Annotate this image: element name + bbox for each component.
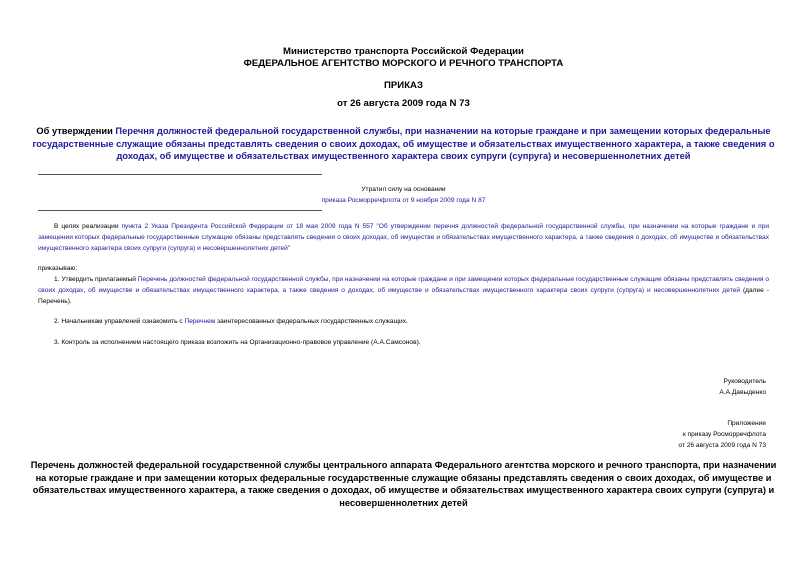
item-2-suffix: заинтересованных федеральных государственных служащих. [215,318,408,325]
signature-role: Руководитель [723,378,766,385]
title-link[interactable]: Перечня должностей федеральной государственной службы, при назначении на которые граждане и при замещении которых федеральные государственные служащие обязаны представлять сведения о своих доходах, об имуществе и обязательствах имущественного характера, а также сведения о доходах, об имуществе и обязательствах имущественного характера своих супруги (супруга) и несовершеннолетних детей [32,126,775,161]
divider-top [38,174,322,175]
order-word: приказываю: [38,265,78,272]
document-date-number: от 26 августа 2009 года N 73 [337,98,470,109]
item-2-paragraph [54,317,408,327]
document-type: ПРИКАЗ [384,80,423,91]
appendix-label: Приложение [727,420,766,427]
item-1-text: 1. Утвердить прилагаемый [54,276,138,283]
preamble-paragraph [38,222,769,254]
item-3-paragraph: 3. Контроль за исполнением настоящего приказа возложить на Организационно-правовое управление (А.А.Самсонов). [54,339,421,346]
item-1-suffix: (далее - Перечень). [38,286,769,305]
preamble-text: В целях реализации [54,223,122,230]
document-title [30,125,777,163]
item-1-link[interactable]: Перечень должностей федеральной государственной службы, при назначении на которые граждане и при замещении которых федеральные государственные служащие обязаны представлять сведения о своих доходах, об имуществе и обязательствах имущественного характера, а также сведения о доходах, об имуществе и обязательствах имущественного характера своих супруги (супруга) и несовершеннолетних детей [38,276,769,294]
appendix-title: Перечень должностей федеральной государственной службы центрального аппарата Федерального агентства морского и речного транспорта, при назначении на которые граждане и при замещении которых федеральные государственные служащие обязаны представлять сведения о своих доходах, об имуществе и обязательствах имущественного характера, а также сведения о доходах, об имуществе и обязательствах имущественного характера своих супруги (супруга) и несовершеннолетних детей [30,460,777,508]
preamble-link[interactable]: пункта 2 Указа Президента Российской Федерации от 18 мая 2009 года N 557 "Об утверждении перечня должностей федеральной государственной службы, при назначении на которые граждане и при замещении которых федеральные государственные служащие обязаны представлять сведения о своих доходах, об имуществе и обязательствах имущественного характера, а также сведения о доходах, об имуществе и обязательствах имущественного характера своих супруги (супруга) и несовершеннолетних детей" [38,223,769,252]
status-note-link[interactable]: приказа Росморречфлота от 9 ноября 2009 года N 87 [321,197,486,204]
divider-bottom [38,210,322,211]
item-2-text: 2. Начальникам управлений ознакомить с [54,318,185,325]
ministry-name: Министерство транспорта Российской Федерации [283,46,524,57]
status-note: Утратил силу на основании [361,186,446,193]
signature-name: А.А.Давыденко [719,389,766,396]
title-prefix: Об утверждении [36,126,116,136]
appendix-ref: к приказу Росморречфлота [682,431,766,438]
item-2-link[interactable]: Перечнем [184,318,216,325]
item-1-paragraph [38,275,769,307]
agency-name: ФЕДЕРАЛЬНОЕ АГЕНТСТВО МОРСКОГО И РЕЧНОГО ТРАНСПОРТА [243,58,564,69]
appendix-date: от 26 августа 2009 года N 73 [678,442,766,449]
